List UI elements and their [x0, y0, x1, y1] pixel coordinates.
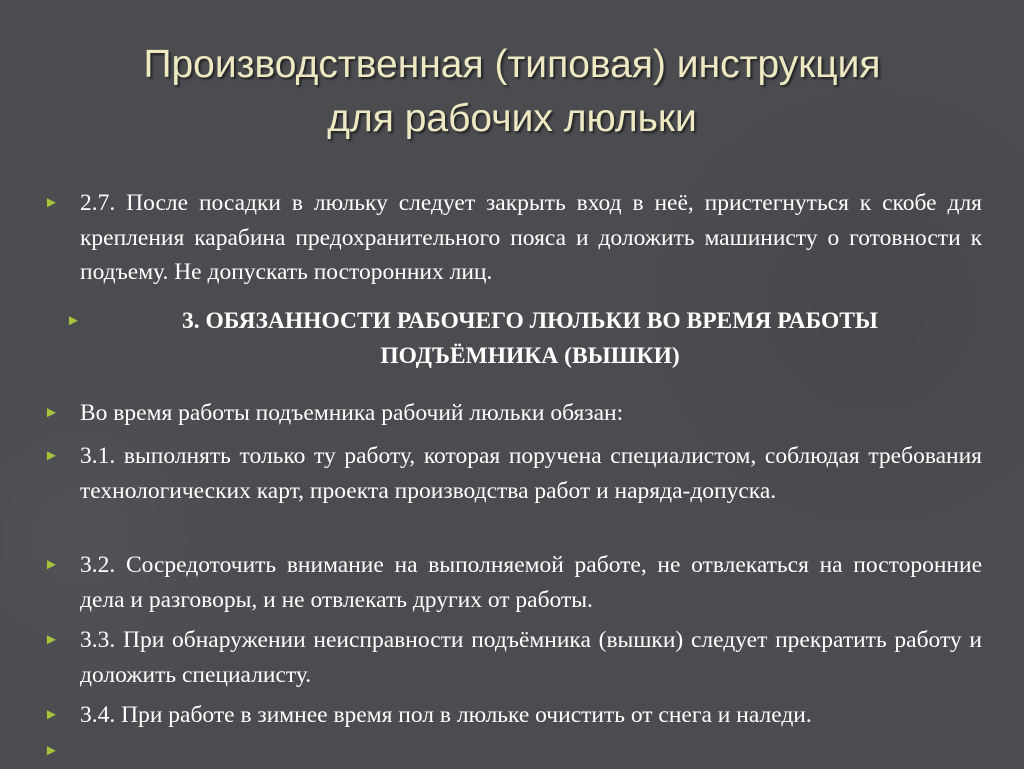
list-item-intro	[44, 396, 982, 431]
list-item-text: 2.7. После посадки в люльку следует закрыть вход в неё, пристегнуться к скобе для крепления карабина предохранительного пояса и доложить машинисту о готовности к подъему. Не допускать посторонних лиц.	[80, 190, 982, 285]
bullet-arrow-icon: ►	[44, 557, 59, 573]
section-heading-3	[66, 304, 982, 373]
bullet-arrow-icon: ►	[44, 195, 59, 211]
list-item-3-3	[44, 623, 982, 692]
bullet-arrow-icon: ►	[44, 632, 59, 648]
bullet-arrow-icon: ►	[44, 707, 59, 723]
bullet-arrow-icon: ►	[44, 448, 59, 464]
title-line-2: для рабочих люльки	[327, 97, 697, 140]
list-item-text: 3.4. При работе в зимнее время пол в люльке очистить от снега и наледи.	[80, 702, 812, 728]
list-item-3-4	[44, 698, 982, 733]
slide-title	[40, 38, 984, 146]
section-heading-text: 3. ОБЯЗАННОСТИ РАБОЧЕГО ЛЮЛЬКИ ВО ВРЕМЯ РАБОТЫ ПОДЪЁМНИКА (ВЫШКИ)	[182, 308, 878, 369]
list-item-text: 3.2. Сосредоточить внимание на выполняемой работе, не отвлекаться на посторонние дела и разговоры, и не отвлекать других от работы.	[80, 552, 982, 613]
bullet-arrow-icon: ►	[44, 743, 59, 759]
list-item-text: 3.3. При обнаружении неисправности подъёмника (вышки) следует прекратить работу и доложить специалисту.	[80, 627, 982, 688]
list-item-2-7	[44, 186, 982, 290]
title-line-1: Производственная (типовая) инструкция	[143, 43, 881, 86]
bullet-arrow-icon: ►	[44, 405, 59, 421]
list-item-3-1	[44, 439, 982, 508]
list-item-text: Во время работы подъемника рабочий люльки обязан:	[80, 400, 624, 426]
bullet-arrow-icon: ►	[66, 313, 81, 329]
list-item-text: 3.1. выполнять только ту работу, которая поручена специалистом, соблюдая требования технологических карт, проекта производства работ и наряда-допуска.	[80, 443, 982, 504]
list-item-3-2	[44, 548, 982, 617]
